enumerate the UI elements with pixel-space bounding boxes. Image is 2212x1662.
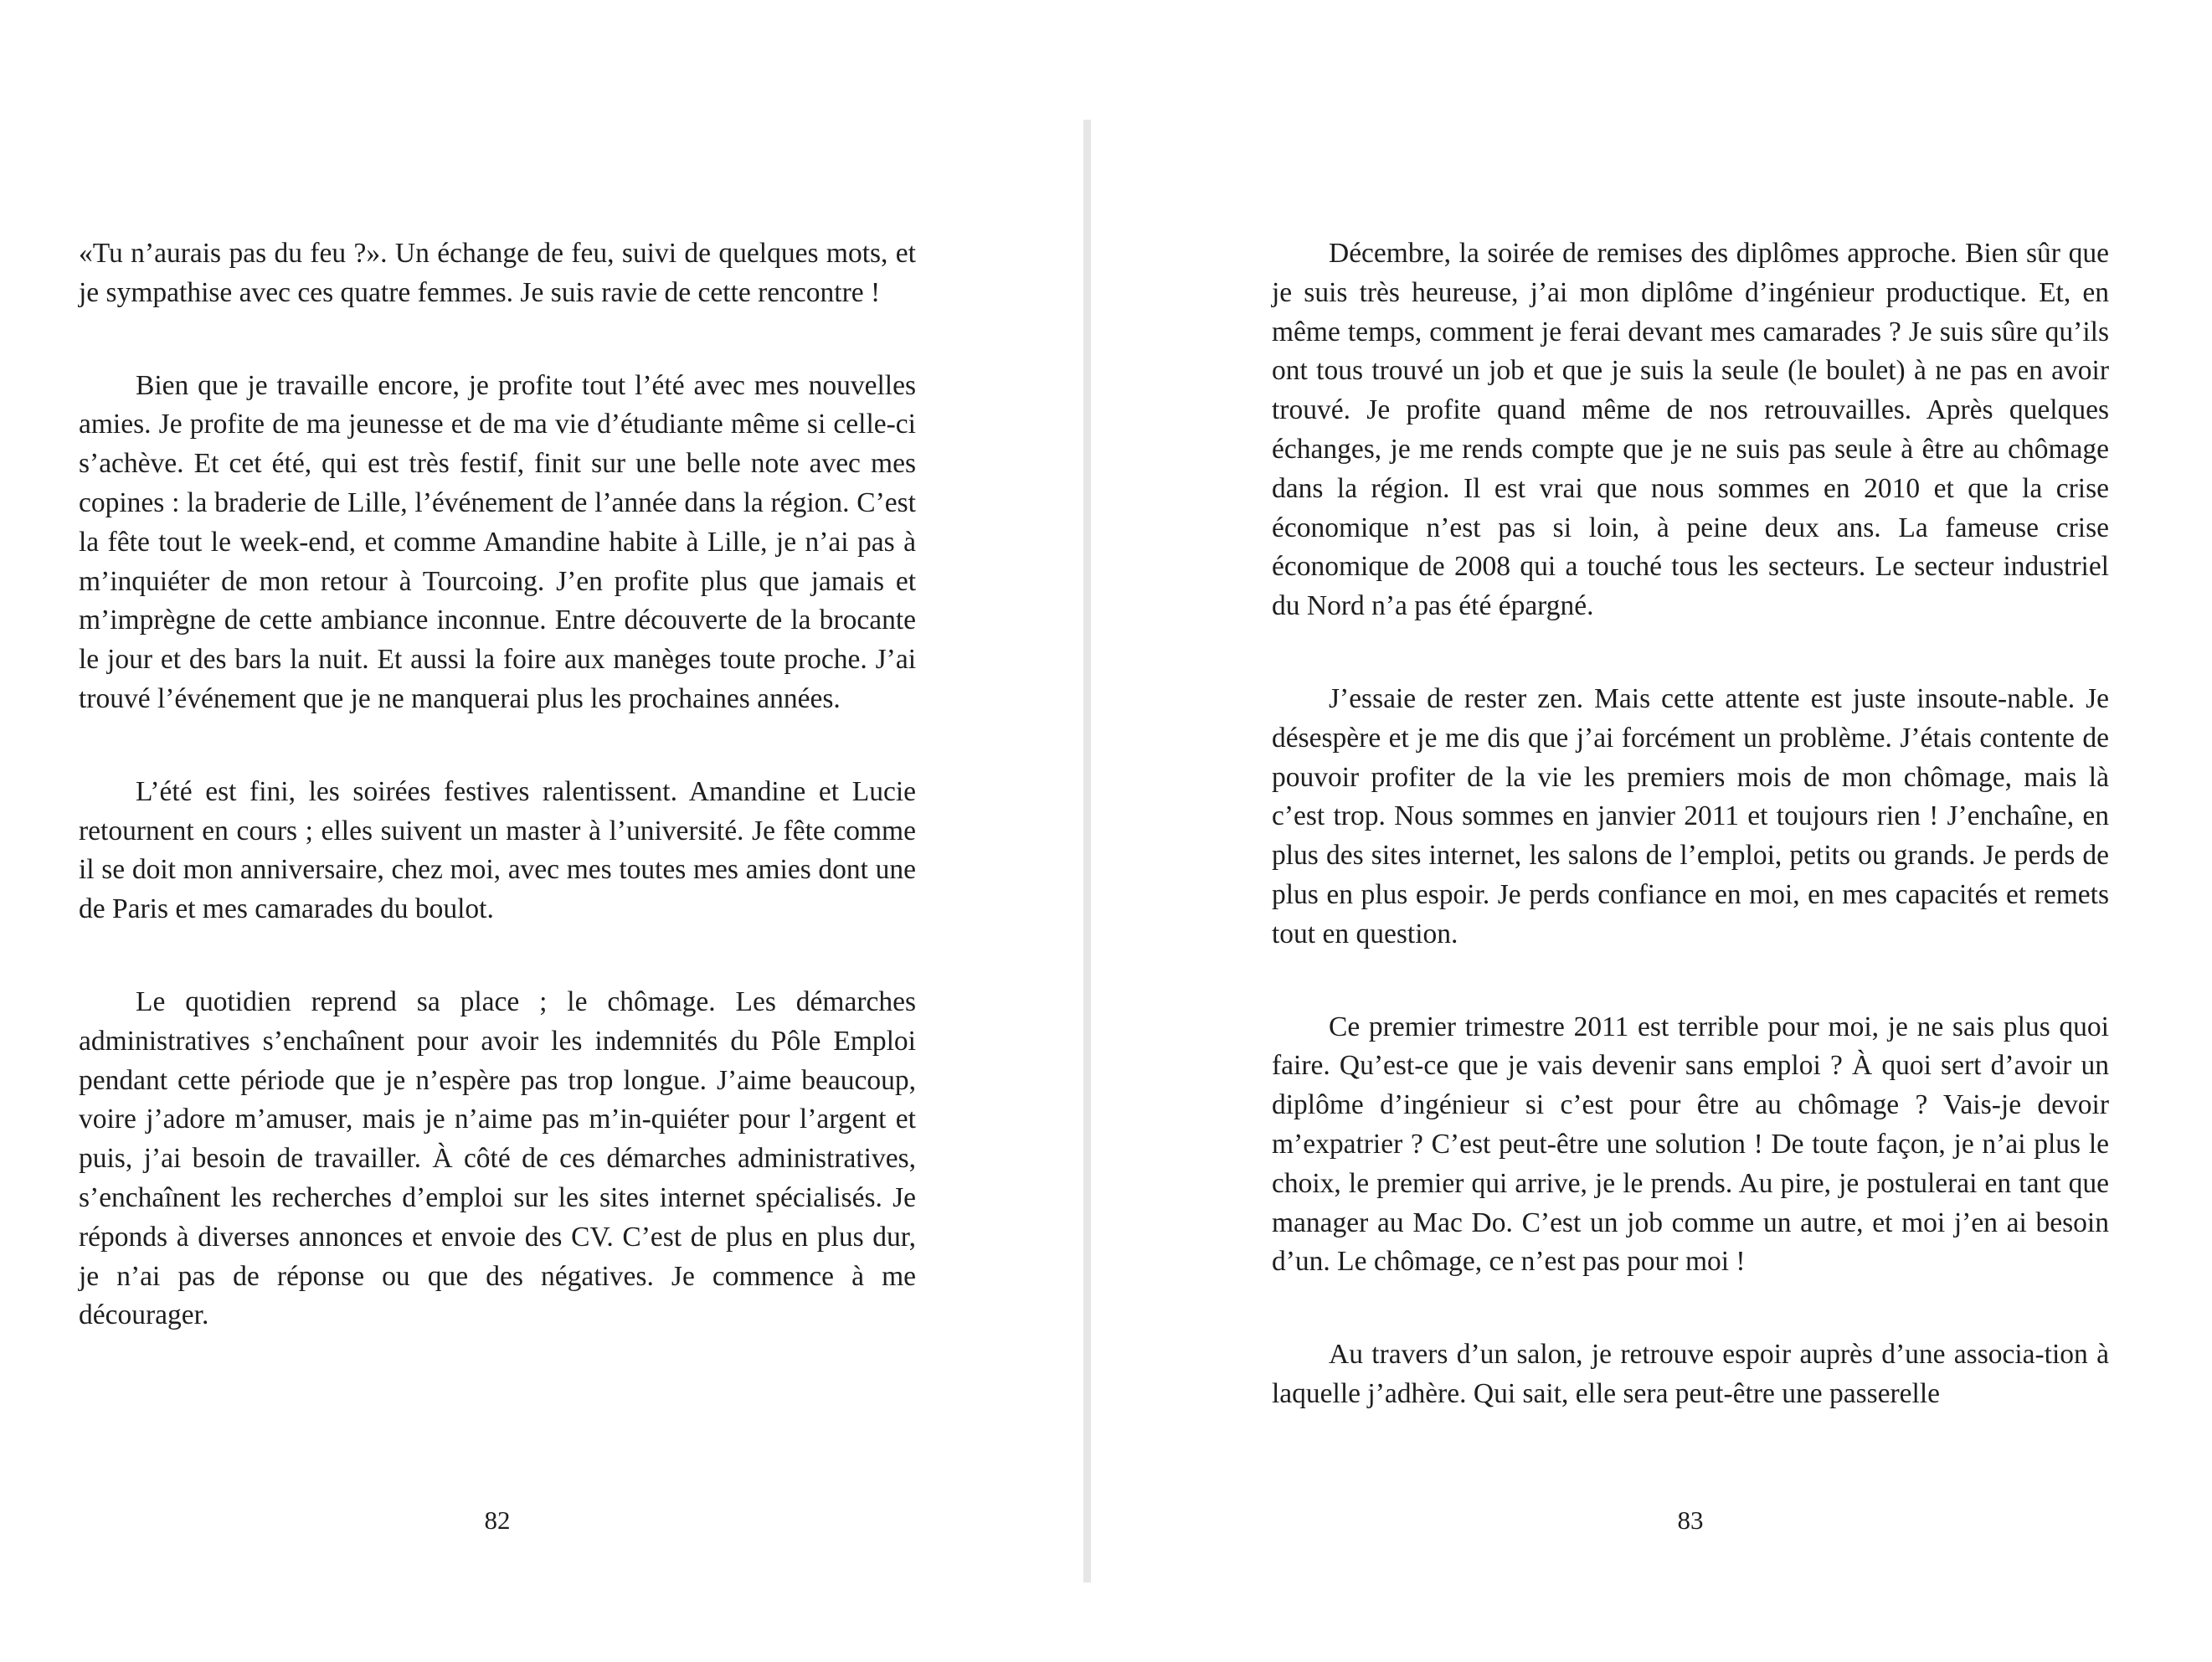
paragraph: Décembre, la soirée de remises des diplômes approche. Bien sûr que je suis très heureuse, j’ai mon diplôme d’ingénieur productique. Et, en même temps, comment je ferai devant mes camarades ? Je suis sûre qu’ils ont tous trouvé un job et que je suis la seule (le boulet) à ne pas en avoir trouvé. Je profite quand même de nos retrouvailles. Après quelques échanges, je me rends compte que je ne suis pas seule à être au chômage dans la région. Il est vrai que nous sommes en 2010 et que la crise économique n’est pas si loin, à peine deux ans. La fameuse crise économique de 2008 qui a touché tous les secteurs. Le secteur industriel du Nord n’a pas été épargné.	[1272, 238, 2109, 622]
left-page	[79, 0, 916, 1662]
page-number-left: 82	[484, 1505, 511, 1535]
right-page	[1272, 0, 2109, 1662]
left-page-body	[79, 234, 916, 1389]
paragraph: Au travers d’un salon, je retrouve espoir auprès d’une associa-tion à laquelle j’adhère. Qui sait, elle sera peut-être une passerelle	[1272, 1339, 2109, 1409]
paragraph: Bien que je travaille encore, je profite tout l’été avec mes nouvelles amies. Je profite de ma jeunesse et de ma vie d’étudiante même si celle-ci s’achève. Et cet été, qui est très festif, finit sur une belle note avec mes copines : la braderie de Lille, l’événement de l’année dans la région. C’est la fête tout le week-end, et comme Amandine habite à Lille, je n’ai pas à m’inquiéter de mon retour à Tourcoing. J’en profite plus que jamais et m’imprègne de cette ambiance inconnue. Entre découverte de la brocante le jour et des bars la nuit. Et aussi la foire aux manèges toute proche. J’ai trouvé l’événement que je ne manquerai plus les prochaines années.	[79, 369, 916, 714]
paragraph: L’été est fini, les soirées festives ralentissent. Amandine et Lucie retournent en cours ; elles suivent un master à l’université. Je fête comme il se doit mon anniversaire, chez moi, avec mes toutes mes amies dont une de Paris et mes camarades du boulot.	[79, 775, 916, 925]
page-number-right: 83	[1677, 1505, 1704, 1535]
paragraph: Le quotidien reprend sa place ; le chômage. Les démarches administratives s’enchaînent pour avoir les indemnités du Pôle Emploi pendant cette période que je n’espère pas trop longue. J’aime beaucoup, voire j’adore m’amuser, mais je n’aime pas m’in-quiéter pour l’argent et puis, j’ai besoin de travailler. À côté de ces démarches administratives, s’enchaînent les recherches d’emploi sur les sites internet spécialisés. Je réponds à diverses annonces et envoie des CV. C’est de plus en plus dur, je n’ai pas de réponse ou que des négatives. Je commence à me décourager.	[79, 985, 916, 1331]
gutter-divider	[1083, 120, 1091, 1582]
paragraph: Ce premier trimestre 2011 est terrible pour moi, je ne sais plus quoi faire. Qu’est-ce que je vais devenir sans emploi ? À quoi sert d’avoir un diplôme d’ingénieur si c’est pour être au chômage ? Vais-je devoir m’expatrier ? C’est peut-être une solution ! De toute façon, je n’ai plus le choix, le premier qui arrive, je le prends. Au pire, je postulerai en tant que manager au Mac Do. C’est un job comme un autre, et moi j’en ai besoin d’un. Le chômage, ce n’est pas pour moi !	[1272, 1011, 2109, 1278]
paragraph: «Tu n’aurais pas du feu ?». Un échange de feu, suivi de quelques mots, et je sympathise avec ces quatre femmes. Je suis ravie de cette rencontre !	[79, 238, 916, 308]
right-page-body	[1272, 234, 2109, 1468]
paragraph: J’essaie de rester zen. Mais cette attente est juste insoute-nable. Je désespère et je me dis que j’ai forcément un problème. J’étais contente de pouvoir profiter de la vie les premiers mois de mon chômage, mais là c’est trop. Nous sommes en janvier 2011 et toujours rien ! J’enchaîne, en plus des sites internet, les salons de l’emploi, petits ou grands. Je perds de plus en plus espoir. Je perds confiance en moi, en mes capacités et remets tout en question.	[1272, 682, 2109, 949]
